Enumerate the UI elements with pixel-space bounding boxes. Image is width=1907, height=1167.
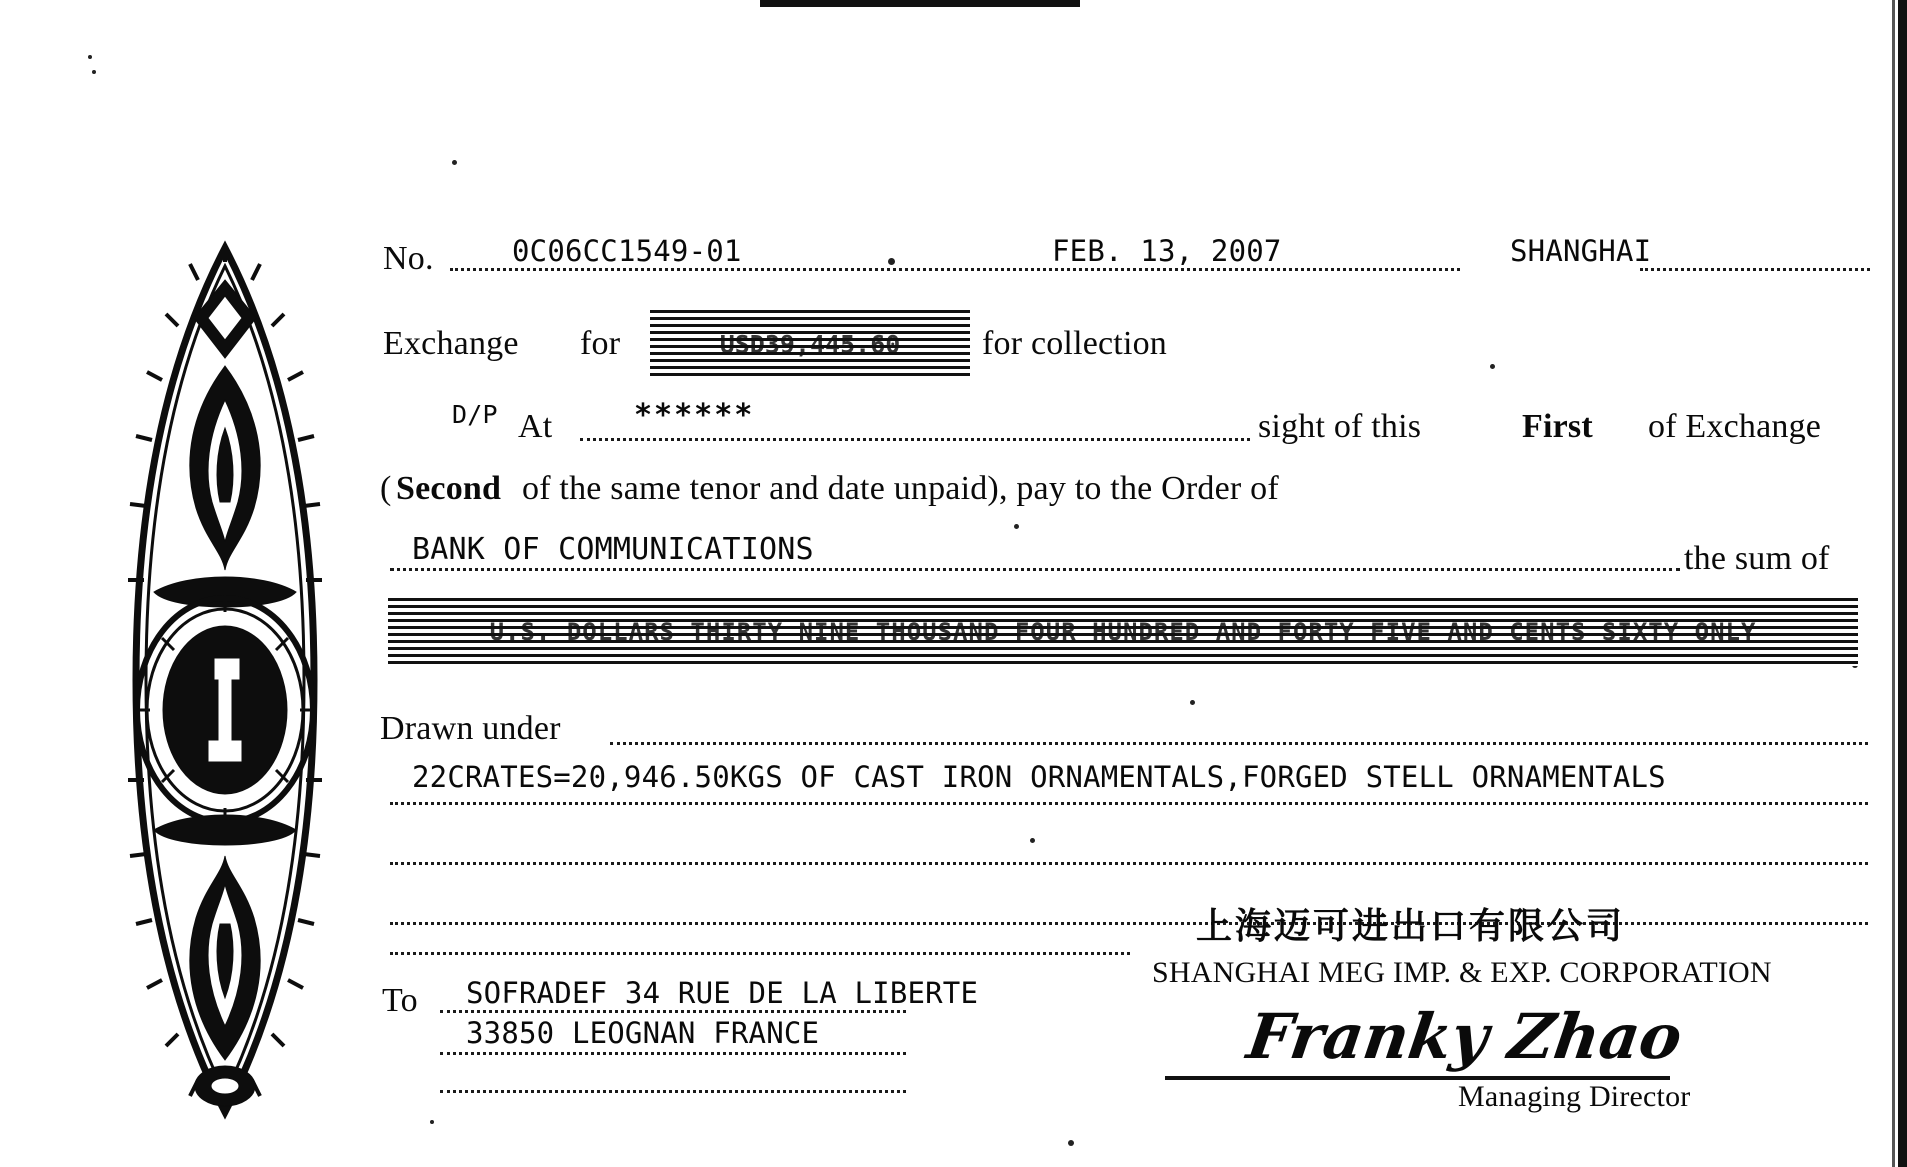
drawee-line1[interactable]: SOFRADEF 34 RUE DE LA LIBERTE [466,976,979,1010]
amount-figures-redacted[interactable] [650,310,970,378]
sight-of-this-label: sight of this [1258,408,1422,445]
for-label: for [580,325,621,362]
no-label: No. [383,240,434,277]
amount-in-words-redacted[interactable] [388,598,1858,666]
no-field-rule [450,268,1460,271]
drawee-rule-1 [440,1010,906,1013]
drawee-line2[interactable]: 33850 LEOGNAN FRANCE [466,1016,820,1050]
drawer-company-cjk: 上海迈可进出口有限公司 [1196,906,1626,947]
at-label: At [518,408,553,445]
place-value[interactable]: SHANGHAI [1510,234,1652,268]
first-label: First [1522,408,1593,445]
second-label: Second [396,470,502,507]
dp-label: D/P [452,400,498,429]
no-value[interactable]: 0C06CC1549-01 [512,234,742,268]
at-field-rule [580,438,1250,441]
drawee-rule-2 [440,1052,906,1055]
of-exchange-label: of Exchange [1648,408,1822,445]
for-collection-label: for collection [982,325,1168,362]
at-value[interactable]: ****** [634,398,755,433]
drawn-under-rule-5 [390,952,1130,955]
drawer-company-en: SHANGHAI MEG IMP. & EXP. CORPORATION [1152,956,1772,989]
drawn-under-rule-4 [390,922,1868,925]
drawn-under-rule-2 [390,802,1868,805]
signature: Franky Zhao [1242,1000,1687,1073]
drawn-under-line1[interactable]: 22CRATES=20,946.50KGS OF CAST IRON ORNAMENTALS,FORGED STELL ORNAMENTALS [412,760,1666,794]
the-sum-of-label: the sum of [1684,540,1830,577]
amount-in-words-value: U.S. DOLLARS THIRTY NINE THOUSAND FOUR HUNDRED AND FORTY FIVE AND CENTS SIXTY ONLY [489,618,1757,646]
tenor-open-paren: ( [380,470,392,507]
drawn-under-rule-1 [610,742,1868,745]
drawn-under-rule-3 [390,862,1868,865]
payee-field-rule [390,568,1680,571]
drawer-title: Managing Director [1458,1080,1691,1113]
amount-figures-value: USD39,445.60 [719,329,901,359]
to-label: To [382,982,418,1019]
place-field-rule [1640,268,1870,271]
tenor-rest-label: of the same tenor and date unpaid), pay to the Order of [522,470,1279,507]
date-value[interactable]: FEB. 13, 2007 [1052,234,1282,268]
drawn-under-label: Drawn under [380,710,561,747]
drawee-rule-3 [440,1090,906,1093]
exchange-label: Exchange [383,325,519,362]
payee-name[interactable]: BANK OF COMMUNICATIONS [412,532,814,567]
